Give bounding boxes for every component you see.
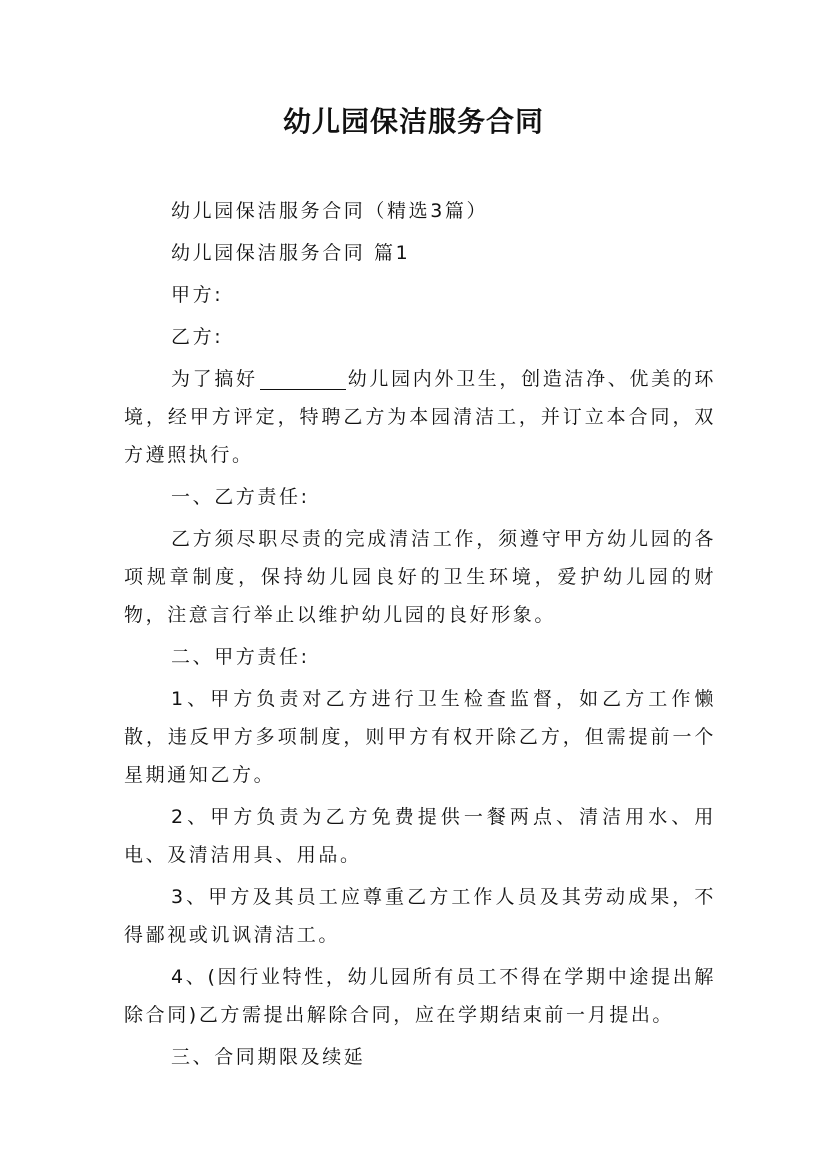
clause-party-a-item-1: 1、甲方负责对乙方进行卫生检查监督，如乙方工作懒散，违反甲方多项制度，则甲方有权开除乙方，但需提前一个星期通知乙方。 bbox=[124, 688, 716, 786]
party-a-label: 甲方: bbox=[171, 284, 224, 306]
intro-text-before-blank: 为了搞好 bbox=[171, 368, 258, 390]
clause-party-a-item-2: 2、甲方负责为乙方免费提供一餐两点、清洁用水、用电、及清洁用具、用品。 bbox=[124, 806, 716, 866]
subtitle-selection: 幼儿园保洁服务合同（精选3篇） bbox=[171, 200, 489, 222]
clause-party-b-duties: 乙方须尽职尽责的完成清洁工作，须遵守甲方幼儿园的各项规章制度，保持幼儿园良好的卫生环境，爱护幼儿园的财物，注意言行举止以维护幼儿园的良好形象。 bbox=[124, 528, 716, 626]
clause-heading-term: 三、合同期限及续延 bbox=[171, 1046, 366, 1068]
intro-paragraph bbox=[124, 360, 716, 474]
document-body bbox=[124, 192, 716, 1080]
clause-party-a-item-4: 4、(因行业特性，幼儿园所有员工不得在学期中途提出解除合同)乙方需提出解除合同，应在学期结束前一月提出。 bbox=[124, 966, 716, 1026]
section-heading: 幼儿园保洁服务合同 篇1 bbox=[171, 242, 411, 264]
clause-heading-party-a: 二、甲方责任: bbox=[171, 646, 310, 668]
intro-text-after-blank: 幼儿园内外卫生，创造洁净、优美的环境，经甲方评定，特聘乙方为本园清洁工，并订立本合同，双方遵照执行。 bbox=[124, 368, 716, 466]
clause-party-a-item-3: 3、甲方及其员工应尊重乙方工作人员及其劳动成果，不得鄙视或讥讽清洁工。 bbox=[124, 886, 716, 946]
party-b-label: 乙方: bbox=[171, 326, 224, 348]
fill-in-blank bbox=[260, 365, 346, 390]
clause-heading-party-b: 一、乙方责任: bbox=[171, 486, 310, 508]
document-title: 幼儿园保洁服务合同 bbox=[282, 105, 544, 138]
